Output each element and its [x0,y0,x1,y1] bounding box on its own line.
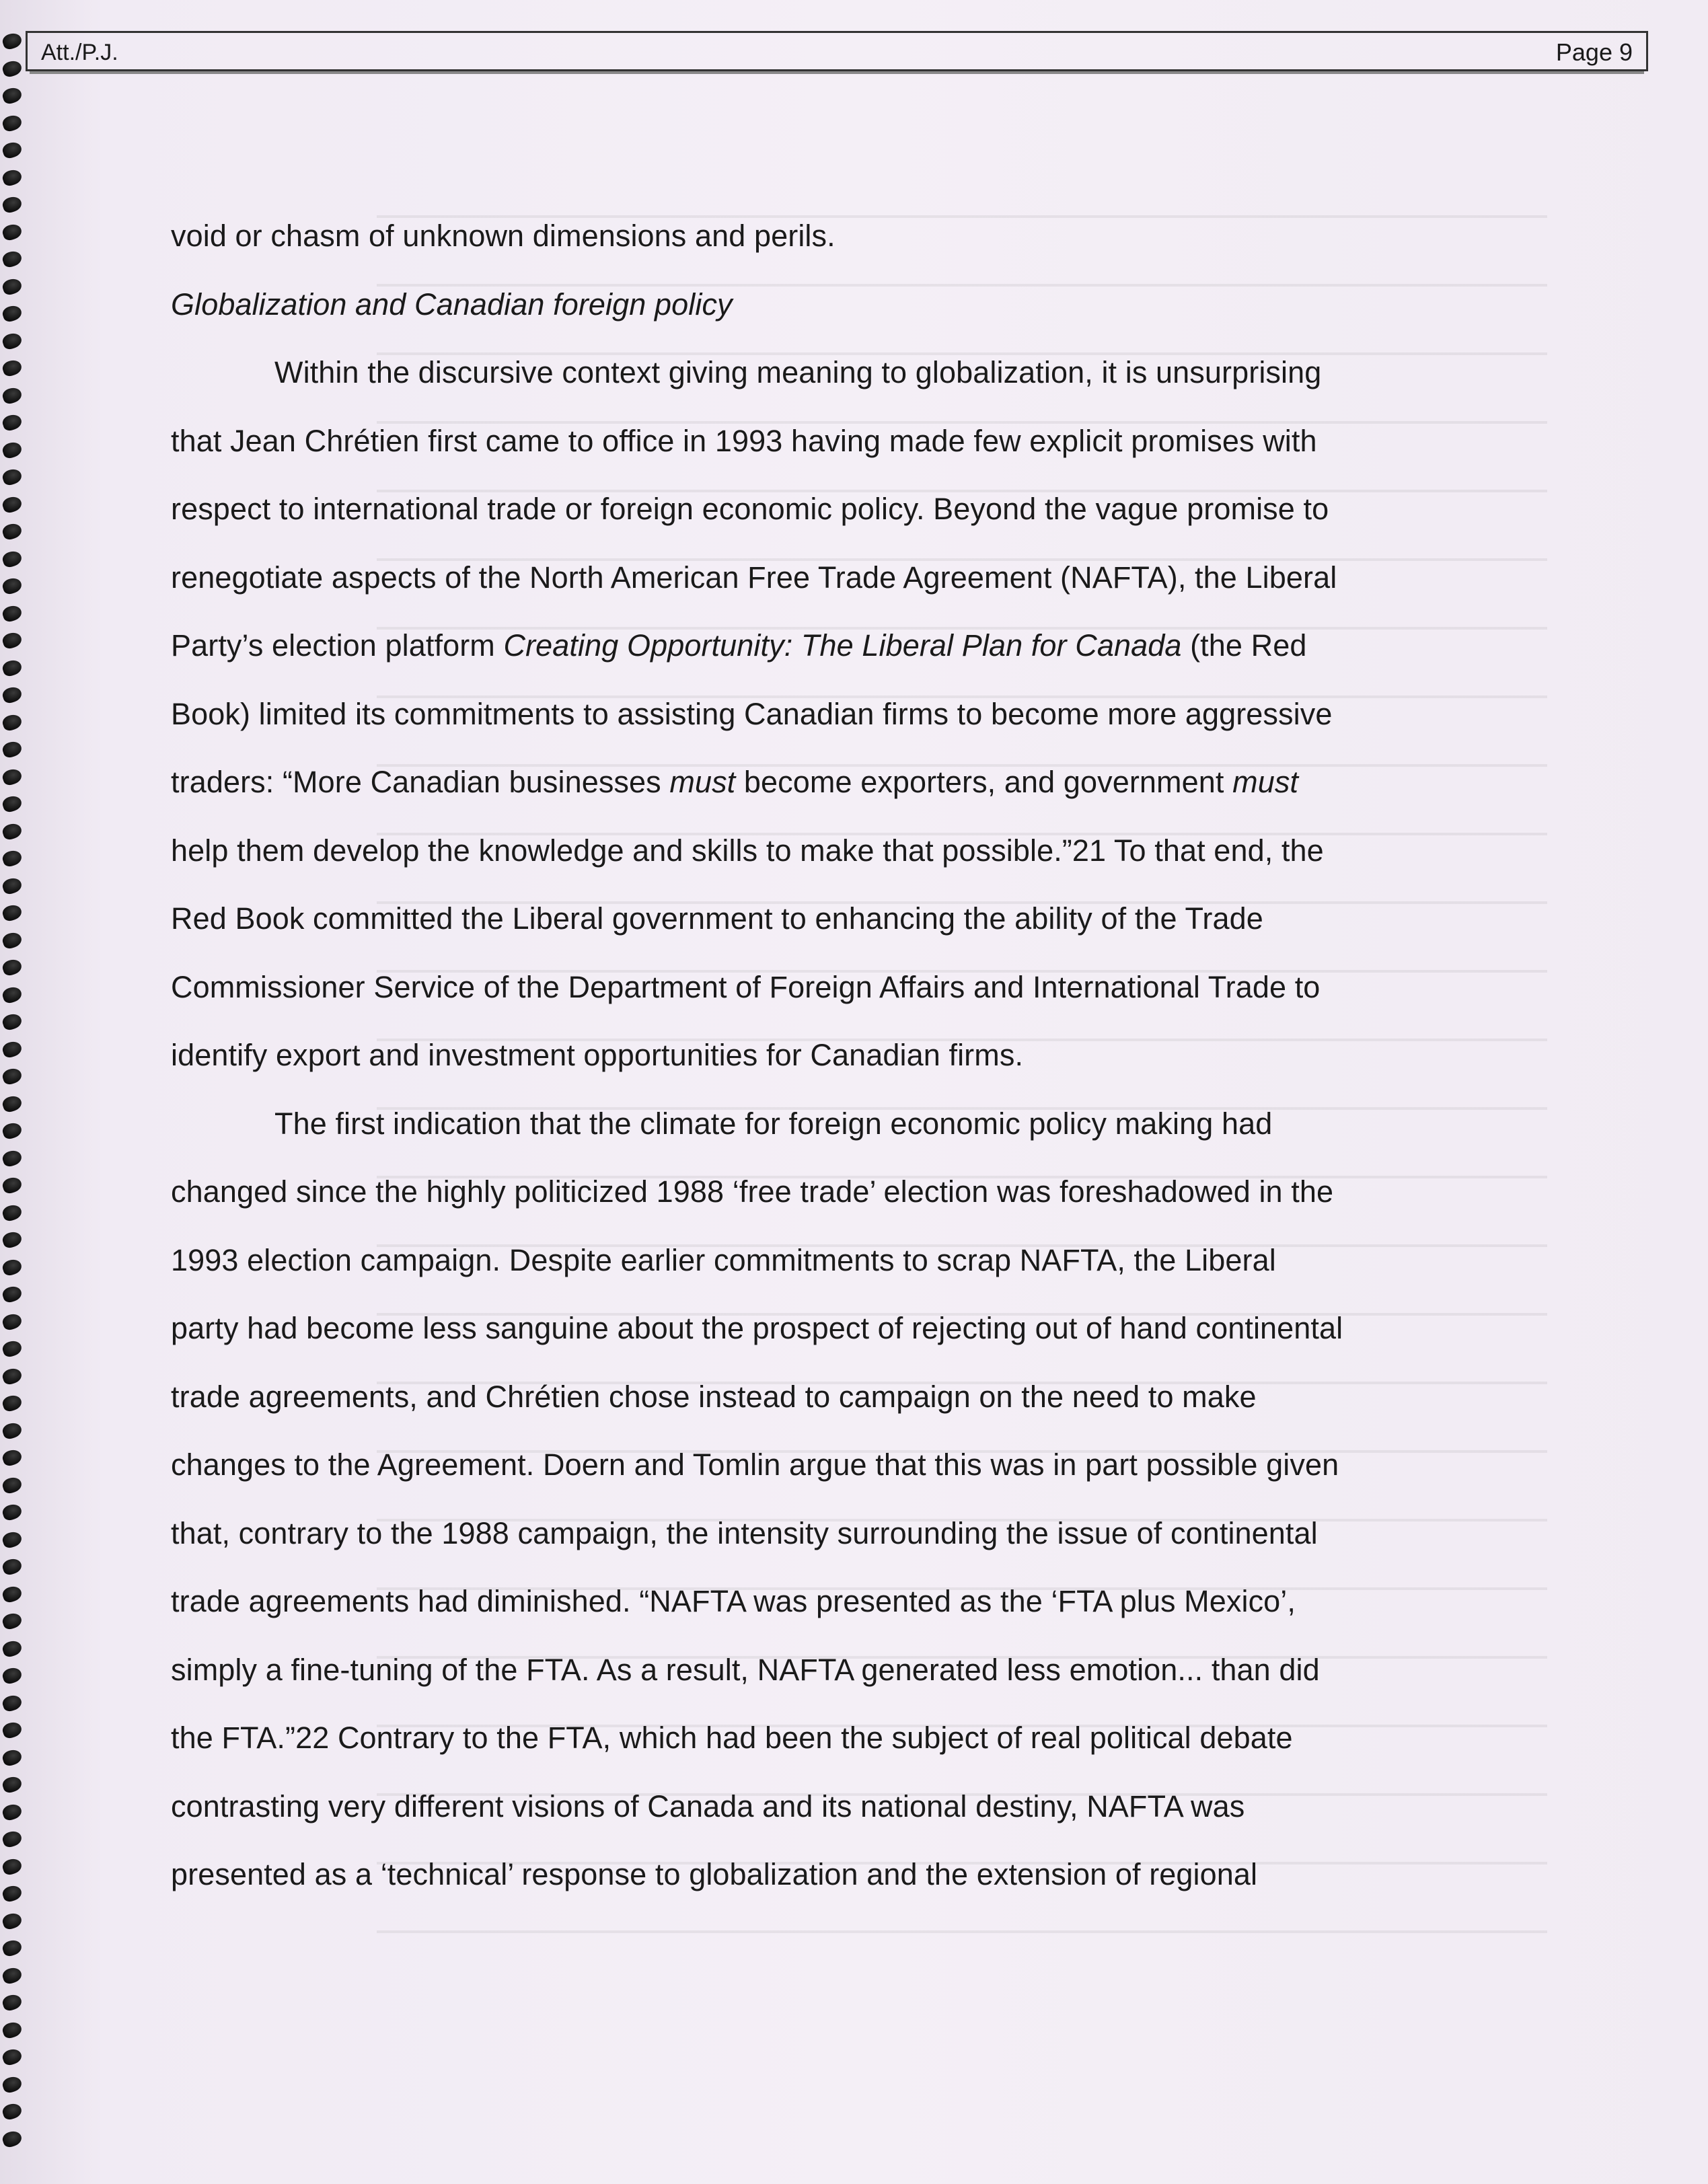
text-run: traders: “More Canadian businesses [171,765,670,799]
binding-ring [1,331,23,351]
binding-ring [1,358,23,378]
emphasis: must [669,765,736,799]
binding-ring [1,1447,23,1468]
binding-ring [1,1965,23,1986]
binding-ring [1,794,23,814]
binding-ring [1,1556,23,1577]
binding-ring [1,1257,23,1277]
binding-ring [1,59,23,79]
binding-ring [1,1774,23,1795]
binding-ring [1,1094,23,1114]
binding-ring [1,739,23,759]
binding-ring [1,2074,23,2095]
body-line: the FTA.”22 Contrary to the FTA, which had been the subject of real political debate [171,1721,1293,1755]
body-line: 1993 election campaign. Despite earlier commitments to scrap NAFTA, the Liberal [171,1242,1276,1277]
body-line: trade agreements, and Chrétien chose instead to campaign on the need to make [171,1379,1257,1414]
binding-ring [1,1829,23,1849]
binding-ring [1,2129,23,2149]
section-heading: Globalization and Canadian foreign policy [171,287,733,322]
body-line [171,611,1516,680]
binding-ring [1,167,23,188]
binding-ring [1,658,23,678]
binding-ring [1,521,23,541]
binding-ring [1,985,23,1005]
binding-ring [1,1802,23,1822]
binding-ring [1,1039,23,1059]
binding-ring [1,1747,23,1768]
body-line: Red Book committed the Liberal government to enhancing the ability of the Trade [171,901,1263,936]
body-line: respect to international trade or foreign economic policy. Beyond the vague promise to [171,492,1329,526]
binding-ring [1,113,23,133]
text-run: Party’s election platform [171,628,504,663]
binding-ring [1,1148,23,1168]
binding-ring [1,467,23,487]
binding-ring [1,630,23,650]
body-line: that, contrary to the 1988 campaign, the intensity surrounding the issue of continental [171,1515,1318,1550]
body-line: changed since the highly politicized 1988 ‘free trade’ election was foreshadowed in the [171,1174,1334,1209]
binding-ring [1,1393,23,1413]
binding-ring [1,222,23,242]
body-line [171,748,1516,817]
binding-ring [1,2020,23,2040]
binding-ring [1,385,23,406]
binding-ring [1,549,23,569]
binding-ring [1,1665,23,1686]
binding-ring [1,1175,23,1195]
binding-ring [1,903,23,923]
binding-ring [1,85,23,106]
binding-ring [1,603,23,624]
binding-ring [1,821,23,841]
binding-ring [1,276,23,297]
body-line: help them develop the knowledge and skills to make that possible.”21 To that end, the [171,833,1324,868]
header-attachment-label: Att./P.J. [41,40,118,65]
binding-ring [1,1312,23,1332]
body-line: changes to the Agreement. Doern and Tomlin argue that this was in part possible given [171,1447,1339,1482]
binding-ring [1,1883,23,1904]
body-line: trade agreements had diminished. “NAFTA was presented as the ‘FTA plus Mexico’, [171,1584,1296,1618]
binding-ring [1,1475,23,1495]
binding-ring [1,412,23,432]
binding-ring [1,1203,23,1223]
binding-ring [1,249,23,269]
body-line: renegotiate aspects of the North American Free Trade Agreement (NAFTA), the Liberal [171,560,1337,595]
emphasis: must [1232,765,1299,799]
text-run: become exporters, and government [735,765,1233,799]
binding-ring [1,1693,23,1713]
binding-ring [1,1421,23,1441]
binding-ring [1,848,23,868]
binding-ring [1,1938,23,1958]
binding-ring [1,194,23,215]
body-line: Book) limited its commitments to assisting Canadian firms to become more aggressive [171,696,1333,731]
binding-ring [1,930,23,950]
binding-ring [1,31,23,51]
binding-ring [1,1284,23,1304]
binding-ring [1,1611,23,1631]
binding-ring [1,494,23,515]
body-line: Within the discursive context giving meaning to globalization, it is unsurprising [274,355,1322,389]
binding-ring [1,576,23,596]
body-line: void or chasm of unknown dimensions and perils. [171,219,836,253]
body-line: contrasting very different visions of Canada and its national destiny, NAFTA was [171,1788,1245,1823]
binding-ring [1,957,23,977]
binding-ring [1,1066,23,1086]
binding-ring [1,1012,23,1032]
binding-ring [1,1366,23,1386]
page-number: Page 9 [1555,38,1633,66]
binding-ring [1,2101,23,2121]
body-text [171,202,1516,1909]
body-line: party had become less sanguine about the prospect of rejecting out of hand continental [171,1311,1343,1345]
body-line: simply a fine-tuning of the FTA. As a result, NAFTA generated less emotion... than did [171,1652,1320,1687]
binding-ring [1,140,23,160]
body-line: presented as a ‘technical’ response to globalization and the extension of regional [171,1857,1258,1891]
page-header [26,31,1648,71]
binding-ring [1,1121,23,1141]
binding-ring [1,1856,23,1877]
body-line: The first indication that the climate for foreign economic policy making had [274,1106,1273,1141]
binding-ring [1,1584,23,1604]
body-line: identify export and investment opportunities for Canadian firms. [171,1038,1024,1072]
binding-ring [1,767,23,787]
text-run: (the Red [1181,628,1307,663]
binding-ring [1,1339,23,1359]
binding-ring [1,1720,23,1740]
binding-ring [1,1530,23,1550]
spiral-binding [0,34,32,2173]
binding-ring [1,2047,23,2067]
binding-ring [1,303,23,324]
binding-ring [1,1911,23,1931]
binding-ring [1,685,23,705]
binding-ring [1,1230,23,1250]
body-line: that Jean Chrétien first came to office in 1993 having made few explicit promises with [171,423,1317,458]
binding-ring [1,1502,23,1522]
body-line: Commissioner Service of the Department of Foreign Affairs and International Trade to [171,969,1321,1004]
binding-ring [1,1992,23,2012]
binding-ring [1,876,23,896]
binding-ring [1,440,23,460]
binding-ring [1,1639,23,1659]
book-title: Creating Opportunity: The Liberal Plan for Canada [503,628,1182,663]
binding-ring [1,712,23,732]
